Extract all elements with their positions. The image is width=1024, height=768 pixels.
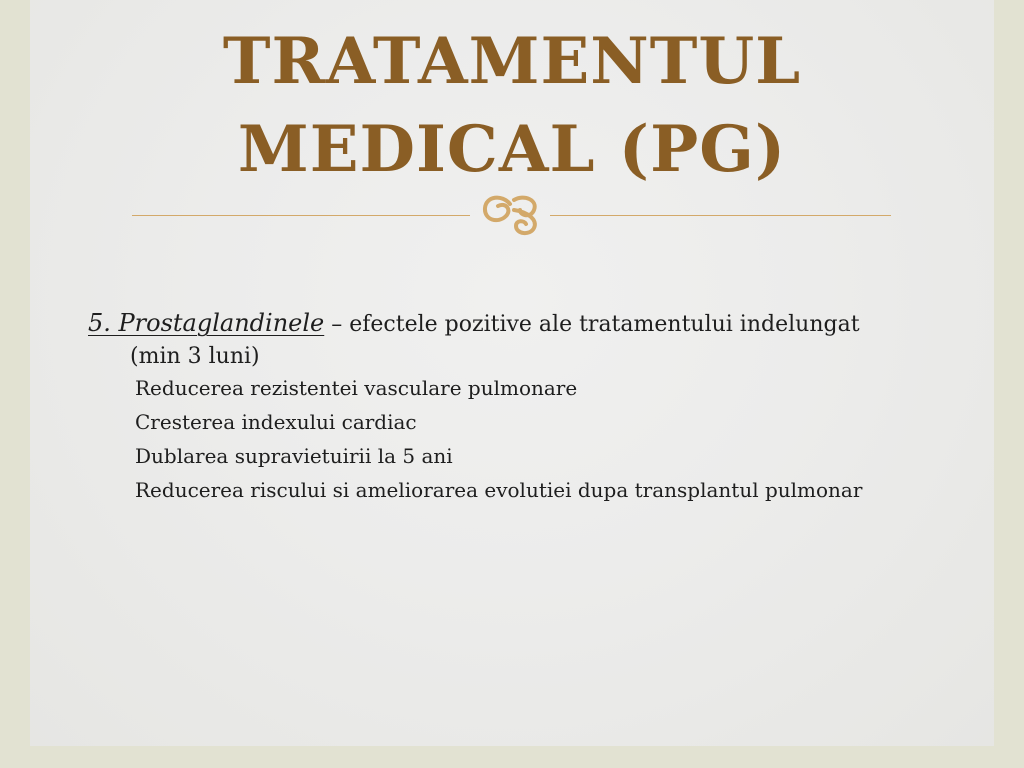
- lead-description: – efectele pozitive ale tratamentului indelungat (min 3 luni): [130, 312, 860, 369]
- effect-item: Dublarea supravietuirii la 5 ani: [135, 444, 453, 468]
- slide-title-line-2: MEDICAL (PG): [237, 112, 787, 187]
- effects-list: [88, 376, 888, 502]
- effect-item: Cresterea indexului cardiac: [135, 410, 417, 434]
- scroll-ornament-icon: [476, 190, 548, 236]
- title-divider-left: [132, 215, 470, 216]
- title-divider-right: [550, 215, 891, 216]
- effect-item: Reducerea riscului si ameliorarea evolutiei dupa transplantul pulmonar: [135, 478, 863, 502]
- lead-bullet: [88, 308, 888, 372]
- slide-title-line-1: TRATAMENTUL: [222, 24, 802, 99]
- lead-term: 5. Prostaglandinele: [88, 309, 325, 337]
- slide-title: [0, 18, 1024, 194]
- effect-item: Reducerea rezistentei vasculare pulmonare: [135, 376, 578, 400]
- slide-body: [88, 308, 888, 512]
